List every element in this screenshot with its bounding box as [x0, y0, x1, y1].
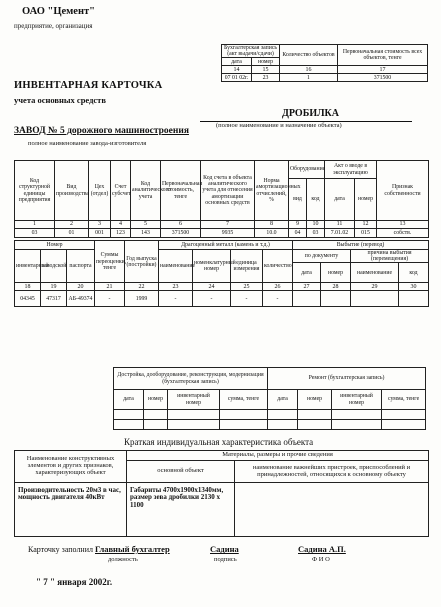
cell-date: 07 01 02г.	[222, 74, 252, 82]
header-inventory: инвентарный	[15, 250, 41, 283]
col-number: 12	[355, 221, 377, 229]
cell-initial-cost: 371500	[338, 74, 428, 82]
col-number: 17	[338, 66, 428, 74]
col-number: 18	[15, 283, 41, 291]
col-number: 7	[201, 221, 255, 229]
header-reason-code: код	[399, 263, 429, 283]
brief-title: Краткая индивидуальная характеристика объекта	[124, 437, 314, 447]
cell-inventory-number: 04345	[15, 291, 41, 307]
col-number: 13	[377, 221, 429, 229]
header-depreciation-rate: Норма амортизационных отчислений, %	[255, 161, 289, 221]
header-number: номер	[252, 58, 280, 66]
header-precious: Драгоценный металл (камень и т.д.)	[159, 241, 293, 250]
header-repair-sum: сумма, тенге	[382, 390, 426, 410]
cell-unit: -	[231, 291, 263, 307]
col-number: 19	[41, 283, 67, 291]
header-passport: паспорта	[67, 250, 95, 283]
col-number: 10	[307, 221, 325, 229]
cell-act-number: 015	[355, 229, 377, 238]
col-number: 27	[293, 283, 321, 291]
header-nomenclature: номенклатурный номер	[193, 250, 231, 283]
header-initial-cost: Первоначальная стоимость, тенге	[161, 161, 201, 221]
cell-doc-date	[293, 291, 321, 307]
cell-structural: Производительность 20м3 в час, мощность двигателя 40кВт	[15, 483, 127, 537]
header-disposal: Выбытие (перевод)	[293, 241, 429, 250]
signer-signature: Садина	[210, 544, 239, 554]
col-number: 29	[351, 283, 399, 291]
cell-precious-name: -	[159, 291, 193, 307]
col-number: 11	[325, 221, 355, 229]
col-number: 1	[15, 221, 55, 229]
object-name: ДРОБИЛКА	[282, 108, 340, 119]
header-act-number: номер	[355, 179, 377, 221]
header-doc-date: дата	[293, 263, 321, 283]
col-number: 8	[255, 221, 289, 229]
header-mod-inventory: инвентарный номер	[168, 390, 220, 410]
cell-shop: 001	[89, 229, 111, 238]
cell-number: 23	[252, 74, 280, 82]
cell-doc-number	[321, 291, 351, 307]
header-repair-date: дата	[268, 390, 298, 410]
cell-eq-kind: 04	[289, 229, 307, 238]
cell-object-code: 9935	[201, 229, 255, 238]
header-factory: заводской	[41, 250, 67, 283]
cell-main-object: Габариты 4700х1900х1340мм, размер зева дробилки 2130 х 1100	[127, 483, 235, 537]
header-repair-inventory: инвентарный номер	[332, 390, 382, 410]
main-accounting-table	[14, 160, 429, 238]
header-acceptance-act: Акт о вводе в эксплуатацию	[325, 161, 377, 179]
header-fixtures: наименование важнейших пристроек, приспособлений и принадлежностей, относящихся к основному объекту	[235, 461, 429, 483]
date-filled: " 7 " января 2002г.	[36, 577, 113, 587]
header-account: Счет субсчет	[111, 161, 131, 221]
col-number: 3	[89, 221, 111, 229]
header-materials: Материалы, размеры и прочие сведения	[127, 451, 429, 461]
header-quantity: Количество объектов	[280, 45, 338, 66]
header-dept-code: Код структурной единицы предприятия	[15, 161, 55, 221]
header-mod-date: дата	[114, 390, 144, 410]
cell-account: 123	[111, 229, 131, 238]
header-by-document: по документу	[293, 250, 351, 263]
header-structural: Наименование конструктивных элементов и других признаков, характеризующих объект	[15, 451, 127, 483]
filled-by-label: Карточку заполнил	[28, 545, 93, 554]
organization-name: ОАО "Цемент"	[22, 6, 96, 17]
signer-position: Главный бухгалтер	[95, 544, 170, 554]
header-mod-number: номер	[144, 390, 168, 410]
header-analytic-code: Код аналитического учета	[131, 161, 161, 221]
card-title: ИНВЕНТАРНАЯ КАРТОЧКА	[14, 80, 163, 91]
name-caption: Ф И О	[312, 556, 330, 563]
cell-fixtures	[235, 483, 429, 537]
header-repair: Ремонт (бухгалтерская запись)	[268, 368, 426, 390]
col-number: 30	[399, 283, 429, 291]
card-subtitle: учета основных средств	[14, 95, 106, 105]
cell-year: 1999	[125, 291, 159, 307]
cell-depreciation-rate: 10.0	[255, 229, 289, 238]
header-initial-cost: Первоначальная стоимость всех объектов, тенге	[338, 45, 428, 66]
modernization-repair-table	[113, 367, 426, 430]
header-accounting-entry: Бухгалтерская запись (акт выдачи/сдачи)	[222, 45, 280, 58]
header-number-group: Номер	[15, 241, 95, 250]
cell-eq-code: 03	[307, 229, 325, 238]
header-eq-code: код	[307, 179, 325, 221]
header-act-date: дата	[325, 179, 355, 221]
header-precious-name: наименование	[159, 250, 193, 283]
manufacturer-name: ЗАВОД № 5 дорожного машиностроения	[14, 126, 189, 136]
header-ownership: Признак собственности	[377, 161, 429, 221]
header-revaluation: Суммы переоценки, тенге	[95, 241, 125, 283]
col-number: 21	[95, 283, 125, 291]
signer-name: Садина А.П.	[298, 544, 346, 554]
cell-qty: -	[263, 291, 293, 307]
header-modernization: Достройка, дооборудование, реконструкция, модернизация (бухгалтерская запись)	[114, 368, 268, 390]
header-shop: Цех (отдел)	[89, 161, 111, 221]
cell-passport-number: АБ-49374	[67, 291, 95, 307]
table-row	[114, 410, 426, 420]
col-number: 6	[161, 221, 201, 229]
identification-table	[14, 240, 429, 307]
cell-initial-cost: 371500	[161, 229, 201, 238]
header-equipment: Оборудование	[289, 161, 325, 179]
header-doc-number: номер	[321, 263, 351, 283]
cell-reason-code	[399, 291, 429, 307]
cell-reason-name	[351, 291, 399, 307]
brief-characteristic-table	[14, 450, 429, 537]
cell-analytic-code: 143	[131, 229, 161, 238]
organization-caption: предприятие, организация	[14, 22, 93, 30]
cell-nomenclature: -	[193, 291, 231, 307]
col-number: 22	[125, 283, 159, 291]
signature-caption: подпись	[214, 556, 237, 563]
manufacturer-caption: полное наименование завода-изготовителя	[28, 140, 147, 147]
col-number: 25	[231, 283, 263, 291]
col-number: 26	[263, 283, 293, 291]
header-main-object: основной объект	[127, 461, 235, 483]
header-year: Год выпуска (постройки)	[125, 241, 159, 283]
header-qty: количество	[263, 250, 293, 283]
col-number: 2	[55, 221, 89, 229]
accounting-entry-table	[221, 44, 428, 82]
cell-ownership: собств.	[377, 229, 429, 238]
cell-quantity: 1	[280, 74, 338, 82]
col-number: 16	[280, 66, 338, 74]
col-number: 9	[289, 221, 307, 229]
header-date: дата	[222, 58, 252, 66]
header-repair-number: номер	[298, 390, 332, 410]
col-number: 23	[159, 283, 193, 291]
header-mod-sum: сумма, тенге	[220, 390, 268, 410]
header-eq-kind: вид	[289, 179, 307, 221]
position-caption: должность	[108, 556, 138, 563]
cell-act-date: 7.01.02	[325, 229, 355, 238]
header-object-code: Код счета в объекта аналитического учета для отнесения амортизации основных средств	[201, 161, 255, 221]
col-number: 20	[67, 283, 95, 291]
col-number: 4	[111, 221, 131, 229]
table-row	[114, 420, 426, 430]
cell-revaluation: -	[95, 291, 125, 307]
header-reason: причина выбытия (перемещения)	[351, 250, 429, 263]
col-number: 5	[131, 221, 161, 229]
header-unit: единица измерения	[231, 250, 263, 283]
object-caption: (полное наименование и назначение объекта)	[216, 122, 342, 129]
col-number: 14	[222, 66, 252, 74]
col-number: 15	[252, 66, 280, 74]
header-activity: Вид производства	[55, 161, 89, 221]
col-number: 24	[193, 283, 231, 291]
cell-factory-number: 47317	[41, 291, 67, 307]
cell-dept-code: 03	[15, 229, 55, 238]
header-reason-name: наименование	[351, 263, 399, 283]
cell-activity: 01	[55, 229, 89, 238]
col-number: 28	[321, 283, 351, 291]
